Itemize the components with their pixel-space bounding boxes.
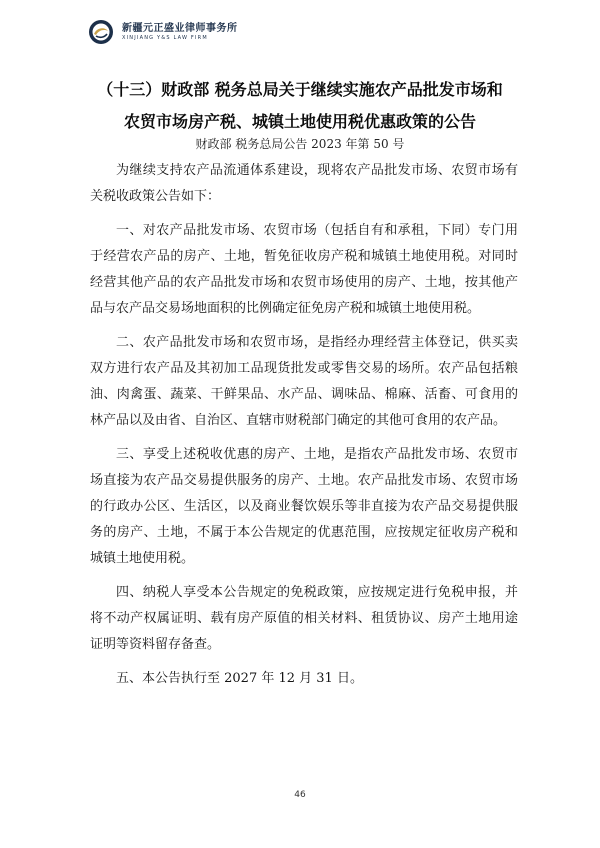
document-title [60, 74, 540, 138]
yuanzheng-logo-icon [88, 19, 114, 45]
firm-name-cn: 新疆元正盛业律师事务所 [122, 22, 238, 34]
paragraph-item-5: 五、本公告执行至 2027 年 12 月 31 日。 [116, 671, 363, 686]
document-body [90, 158, 518, 692]
firm-header [88, 16, 238, 48]
paragraph-item-3: 三、享受上述税收优惠的房产、土地，是指农产品批发市场、农贸市场直接为农产品交易提供服务的房产、土地。农产品批发市场、农贸市场的行政办公区、生活区，以及商业餐饮娱乐等非直接为农产品交易提供服务的房产、土地，不属于本公告规定的优惠范围，应按规定征收房产税和城镇土地使用税。 [90, 447, 518, 566]
firm-name-en: XINJIANG Y&S LAW FIRM [122, 34, 208, 41]
document-number: 财政部 税务总局公告 2023 年第 50 号 [195, 137, 405, 151]
paragraph-item-4: 四、纳税人享受本公告规定的免税政策，应按规定进行免税申报，并将不动产权属证明、载有房产原值的相关材料、租赁协议、房产土地用途证明等资料留存备查。 [90, 585, 518, 652]
title-line-2: 农贸市场房产税、城镇土地使用税优惠政策的公告 [123, 112, 476, 131]
title-line-1: （十三）财政部 税务总局关于继续实施农产品批发市场和 [97, 80, 503, 99]
page-number: 46 [294, 790, 306, 800]
paragraph-item-2: 二、农产品批发市场和农贸市场，是指经办理经营主体登记，供买卖双方进行农产品及其初加工品现货批发或零售交易的场所。农产品包括粮油、肉禽蛋、蔬菜、干鲜果品、水产品、调味品、棉麻、活畜、可食用的林产品以及由省、自治区、直辖市财税部门确定的其他可食用的农产品。 [90, 335, 518, 428]
paragraph-intro: 为继续支持农产品流通体系建设，现将农产品批发市场、农贸市场有关税收政策公告如下： [90, 163, 518, 204]
paragraph-item-1: 一、对农产品批发市场、农贸市场（包括自有和承租，下同）专门用于经营农产品的房产、土地，暂免征收房产税和城镇土地使用税。对同时经营其他产品的农产品批发市场和农贸市场使用的房产、土地，按其他产品与农产品交易场地面积的比例确定征免房产税和城镇土地使用税。 [90, 223, 518, 316]
